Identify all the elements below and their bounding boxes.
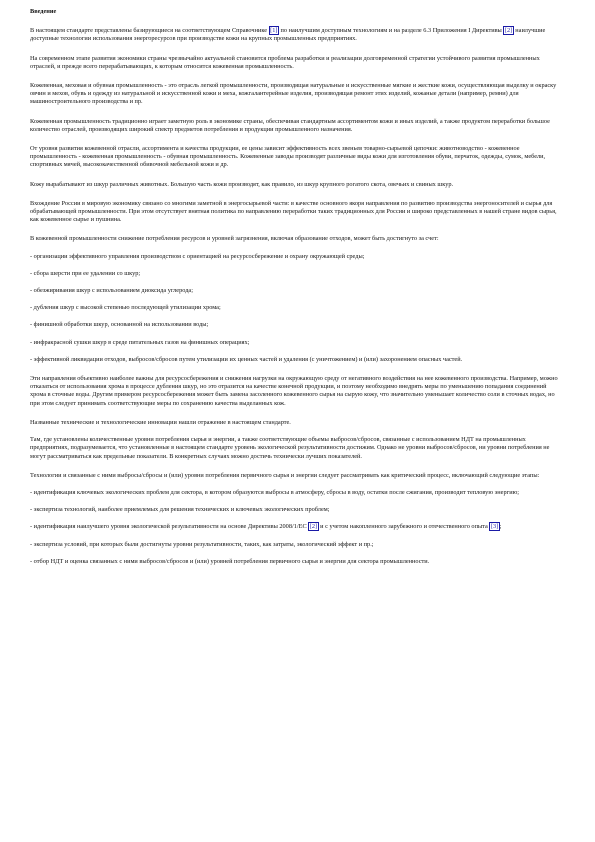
paragraph-text: В настоящем стандарте представлены базирующиеся на соответствующем Справочнике bbox=[30, 27, 269, 35]
paragraph: Эти направления объективно наиболее важны для ресурсосбережения и снижения нагрузки на окружающую среду от негативного воздействия на нее кожевенного производства. Например, можно отказаться от использования хрома в процессе дубления шкур, но это отразится на качестве конечной продукции, и поэтому необходимо внедрять меры по уменьшению попадания соединений хрома в сточные воды. Другим примером ресурсосбережения может быть замена засоленного кожевенного сырья на сырую кожу, что значительно уменьшает количество соли в сточных водах, но при этом следует принимать соответствующие меры по сохранению качества выделанных кож. bbox=[30, 375, 558, 407]
list-item bbox=[30, 523, 562, 531]
reference-link[interactable]: [2] bbox=[504, 27, 513, 35]
paragraph: На современном этапе развития экономики страны чрезвычайно актуальной становится проблема разработки и реализации долговременной стратегии устойчивого развития промышленных отраслей, и прежде всего перерабатывающих, к которым относится кожевенная промышленность. bbox=[30, 54, 540, 70]
list-item-text: ; bbox=[499, 523, 502, 531]
paragraph: Кожу вырабатывают из шкур различных животных. Большую часть кожи производят, как правило, из шкур крупного рогатого скота, овечьих и свиных шкур. bbox=[30, 180, 454, 188]
list-item: - эффективной ликвидации отходов, выбросов/сбросов путем утилизации их ценных частей и удаления (с уничтожением) и (или) захоронением опасных частей. bbox=[30, 355, 463, 363]
paragraph: Вхождение России в мировую экономику связано со многими заметной в энергосырьевой части: в качестве основного якоря направления по развитию производства энергоносителей и сырья для обрабатывающей промышленности. При этом отсутствует внятная политика по направлению переработки таких традиционных для России и широко представленных в нашей стране видов сырья, как кожевенное сырье и пушнина. bbox=[30, 199, 557, 224]
document-title: Введение bbox=[30, 8, 57, 15]
reference-link[interactable]: [2] bbox=[309, 523, 318, 531]
paragraph: Кожевенная, меховая и обувная промышленность - это отрасль легкой промышленности, производящая натуральные и искусственные мягкие и жесткие кожи, осуществляющая выделку и окраску овчин и мехов, обувь и одежду из натуральной и искусственной кожи и меха, кожгалантерейные изделия, производящая ремонт этих изделий, кожаные детали (например, ремни) для машиностроительного производства и пр. bbox=[30, 82, 557, 106]
list-item: - сбора шерсти при ее удалении со шкур; bbox=[30, 269, 141, 277]
paragraph: Там, где установлены количественные уровни потребления сырья и энергии, а также соответствующие объемы выбросов/сбросов, связанные с использованием НДТ на промышленных предприятиях, подразумевается, что установленные в настоящем стандарте уровень экологической результативности достижим. Однако не уровни выбросов/сбросов, ни уровни потребления не могут рассматриваться как предельные показатели. В конкретных случаях можно достичь технически лучших показателей. bbox=[30, 436, 550, 460]
list-item: - экспертиза технологий, наиболее приемлемых для решения технических и ключевых экологических проблем; bbox=[30, 506, 330, 514]
list-item: - экспертиза условий, при которых были достигнуты уровни результативности, таких, как затраты, экологический эффект и пр.; bbox=[30, 540, 374, 548]
list-item-text: - идентификация наилучшего уровня экологической результативности на основе Директивы 2008/1/ЕС bbox=[30, 523, 309, 531]
reference-link[interactable]: [1] bbox=[270, 27, 278, 35]
paragraph: Кожевенная промышленность традиционно играет заметную роль в экономике страны, обеспечивая стандартным ассортиментом кожи и иных изделий, а также продуктом переработки большое количество отраслей, производящих широкий спектр предметов потребления и продукции промышленного назначения. bbox=[30, 117, 550, 133]
list-item: - организации эффективного управления производством с ориентацией на ресурсосбережение и охрану окружающей среды; bbox=[30, 252, 365, 260]
paragraph: В кожевенной промышленности снижение потребления ресурсов и уровней загрязнения, включая образование отходов, может быть достигнуто за счет: bbox=[30, 235, 439, 243]
list-item: - идентификация ключевых экологических проблем для сектора, в котором образуются выбросы в атмосферу, сбросы в воду, остатки после сжигания, производит тепловую энергию; bbox=[30, 488, 520, 496]
list-item: - финишной обработки шкур, основанной на использовании воды; bbox=[30, 321, 209, 329]
paragraph-text: наилучшие доступные технологии использования энергоресурсов при производстве кожи на крупных промышленных предприятиях. bbox=[30, 27, 546, 43]
list-item-text: и с учетом накопленного зарубежного и отечественного опыта bbox=[318, 523, 490, 531]
paragraph: Технологии и связанные с ними выбросы/сбросы и (или) уровни потребления первичного сырья и энергии следует рассматривать как критический процесс, включающий следующие этапы: bbox=[30, 471, 540, 479]
paragraph: Названные технические и технологические инновации нашли отражение в настоящем стандарте. bbox=[30, 418, 291, 426]
paragraph-text: по наилучшим доступным технологиям и на разделе 6.3 Приложения I Директивы bbox=[278, 27, 504, 35]
list-item: - инфракрасной сушки шкур в среде питательных газов на финишных операциях; bbox=[30, 338, 250, 346]
list-item: - дубления шкур с высокой степенью последующей утилизации хрома; bbox=[30, 304, 221, 312]
list-item: - обезжиривания шкур с использованием диоксида углерода; bbox=[30, 287, 193, 295]
paragraph-intro bbox=[30, 27, 562, 43]
paragraph: От уровня развития кожевенной отрасли, ассортимента и качества продукции, ее цены зависит эффективность всех звеньев товарно-сырьевой цепочки: животноводство - кожевенное промышленность - кожевенная промышленность - обувная промышленность. Кожевенные заводы производят различные виды кожи для изготовления обуви, перчаток, одежды, сумок, мебели, спортивных мячей, высококачественной обивочной мебельной кожи и др. bbox=[30, 145, 546, 169]
reference-link[interactable]: [3] bbox=[490, 523, 499, 531]
document-body bbox=[30, 8, 562, 575]
list-item: - отбор НДТ и оценка связанных с ними выбросов/сбросов и (или) уровней потребления первичного сырья и энергии для сектора промышленности. bbox=[30, 557, 430, 565]
